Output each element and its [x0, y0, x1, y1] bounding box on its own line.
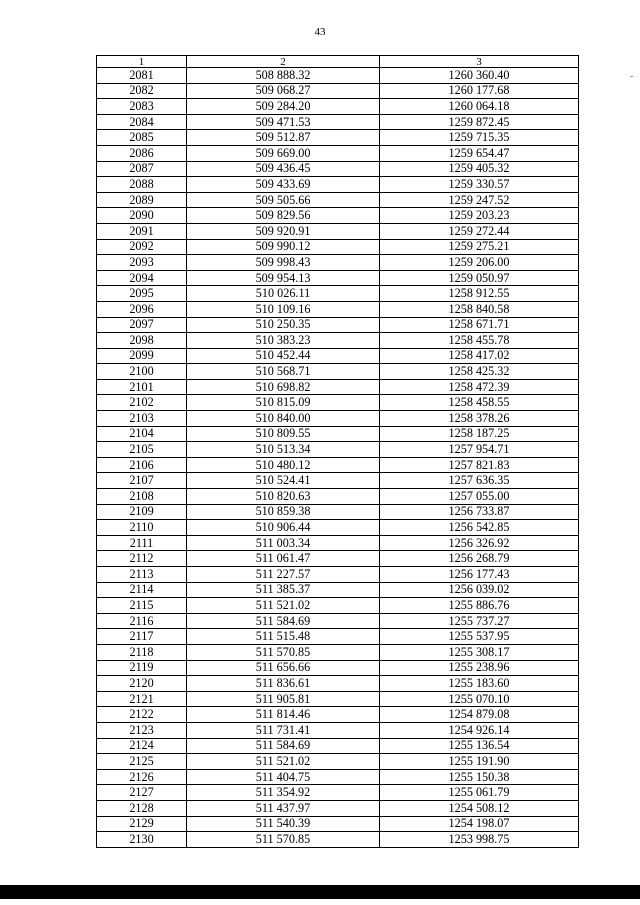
x-coordinate-cell: 509 669.00: [187, 145, 380, 161]
point-number-cell: 2118: [97, 644, 187, 660]
point-number-cell: 2127: [97, 785, 187, 801]
table-row: [97, 504, 579, 520]
y-coordinate-cell: 1254 508.12: [380, 800, 579, 816]
x-coordinate-cell: 511 521.02: [187, 598, 380, 614]
y-coordinate-cell: 1258 912.55: [380, 286, 579, 302]
table-row: [97, 301, 579, 317]
table-row: [97, 83, 579, 99]
point-number-cell: 2130: [97, 832, 187, 848]
y-coordinate-cell: 1257 636.35: [380, 473, 579, 489]
x-coordinate-cell: 511 836.61: [187, 676, 380, 692]
y-coordinate-cell: 1257 821.83: [380, 457, 579, 473]
x-coordinate-cell: 510 026.11: [187, 286, 380, 302]
x-coordinate-cell: 510 524.41: [187, 473, 380, 489]
table-row: [97, 722, 579, 738]
table-header: [97, 56, 579, 68]
x-coordinate-cell: 509 512.87: [187, 130, 380, 146]
y-coordinate-cell: 1258 455.78: [380, 333, 579, 349]
y-coordinate-cell: 1258 425.32: [380, 364, 579, 380]
y-coordinate-cell: 1258 671.71: [380, 317, 579, 333]
y-coordinate-cell: 1258 472.39: [380, 379, 579, 395]
y-coordinate-cell: 1258 840.58: [380, 301, 579, 317]
table-row: [97, 598, 579, 614]
point-number-cell: 2110: [97, 520, 187, 536]
x-coordinate-cell: 511 584.69: [187, 613, 380, 629]
x-coordinate-cell: 511 404.75: [187, 769, 380, 785]
table-row: [97, 754, 579, 770]
table-row: [97, 364, 579, 380]
x-coordinate-cell: 511 515.48: [187, 629, 380, 645]
column-header-3: 3: [380, 56, 579, 68]
point-number-cell: 2085: [97, 130, 187, 146]
point-number-cell: 2088: [97, 177, 187, 193]
point-number-cell: 2094: [97, 270, 187, 286]
point-number-cell: 2109: [97, 504, 187, 520]
x-coordinate-cell: 511 437.97: [187, 800, 380, 816]
point-number-cell: 2106: [97, 457, 187, 473]
x-coordinate-cell: 510 859.38: [187, 504, 380, 520]
table-row: [97, 489, 579, 505]
point-number-cell: 2100: [97, 364, 187, 380]
table-row: [97, 177, 579, 193]
x-coordinate-cell: 509 068.27: [187, 83, 380, 99]
y-coordinate-cell: 1255 183.60: [380, 676, 579, 692]
x-coordinate-cell: 511 814.46: [187, 707, 380, 723]
y-coordinate-cell: 1256 326.92: [380, 535, 579, 551]
table-row: [97, 613, 579, 629]
table-row: [97, 785, 579, 801]
y-coordinate-cell: 1259 050.97: [380, 270, 579, 286]
x-coordinate-cell: 511 385.37: [187, 582, 380, 598]
y-coordinate-cell: 1255 238.96: [380, 660, 579, 676]
column-header-1: 1: [97, 56, 187, 68]
table-row: [97, 426, 579, 442]
table-row: [97, 551, 579, 567]
table-row: [97, 68, 579, 84]
x-coordinate-cell: 510 513.34: [187, 442, 380, 458]
table-row: [97, 379, 579, 395]
y-coordinate-cell: 1257 055.00: [380, 489, 579, 505]
y-coordinate-cell: 1259 330.57: [380, 177, 579, 193]
y-coordinate-cell: 1256 039.02: [380, 582, 579, 598]
point-number-cell: 2097: [97, 317, 187, 333]
x-coordinate-cell: 510 906.44: [187, 520, 380, 536]
point-number-cell: 2087: [97, 161, 187, 177]
table-row: [97, 161, 579, 177]
x-coordinate-cell: 509 471.53: [187, 114, 380, 130]
table-row: [97, 411, 579, 427]
y-coordinate-cell: 1256 542.85: [380, 520, 579, 536]
table-row: [97, 395, 579, 411]
y-coordinate-cell: 1254 926.14: [380, 722, 579, 738]
point-number-cell: 2112: [97, 551, 187, 567]
table-row: [97, 535, 579, 551]
y-coordinate-cell: 1255 150.38: [380, 769, 579, 785]
x-coordinate-cell: 511 540.39: [187, 816, 380, 832]
point-number-cell: 2083: [97, 99, 187, 115]
point-number-cell: 2096: [97, 301, 187, 317]
x-coordinate-cell: 510 568.71: [187, 364, 380, 380]
x-coordinate-cell: 511 061.47: [187, 551, 380, 567]
point-number-cell: 2123: [97, 722, 187, 738]
y-coordinate-cell: 1254 879.08: [380, 707, 579, 723]
point-number-cell: 2091: [97, 223, 187, 239]
y-coordinate-cell: 1258 417.02: [380, 348, 579, 364]
y-coordinate-cell: 1255 061.79: [380, 785, 579, 801]
x-coordinate-cell: 510 383.23: [187, 333, 380, 349]
point-number-cell: 2084: [97, 114, 187, 130]
x-coordinate-cell: 510 820.63: [187, 489, 380, 505]
table-row: [97, 208, 579, 224]
y-coordinate-cell: 1258 458.55: [380, 395, 579, 411]
table-row: [97, 270, 579, 286]
x-coordinate-cell: 511 227.57: [187, 567, 380, 583]
x-coordinate-cell: 511 354.92: [187, 785, 380, 801]
point-number-cell: 2117: [97, 629, 187, 645]
y-coordinate-cell: 1259 272.44: [380, 223, 579, 239]
y-coordinate-cell: 1258 378.26: [380, 411, 579, 427]
x-coordinate-cell: 508 888.32: [187, 68, 380, 84]
y-coordinate-cell: 1260 177.68: [380, 83, 579, 99]
point-number-cell: 2120: [97, 676, 187, 692]
point-number-cell: 2104: [97, 426, 187, 442]
point-number-cell: 2090: [97, 208, 187, 224]
x-coordinate-cell: 509 284.20: [187, 99, 380, 115]
point-number-cell: 2089: [97, 192, 187, 208]
y-coordinate-cell: 1259 872.45: [380, 114, 579, 130]
point-number-cell: 2115: [97, 598, 187, 614]
x-coordinate-cell: 510 480.12: [187, 457, 380, 473]
point-number-cell: 2116: [97, 613, 187, 629]
x-coordinate-cell: 509 990.12: [187, 239, 380, 255]
table-row: [97, 629, 579, 645]
point-number-cell: 2113: [97, 567, 187, 583]
table-row: [97, 114, 579, 130]
x-coordinate-cell: 510 109.16: [187, 301, 380, 317]
scan-mark: [630, 76, 633, 77]
x-coordinate-cell: 511 905.81: [187, 691, 380, 707]
point-number-cell: 2111: [97, 535, 187, 551]
y-coordinate-cell: 1255 308.17: [380, 644, 579, 660]
x-coordinate-cell: 511 521.02: [187, 754, 380, 770]
y-coordinate-cell: 1255 191.90: [380, 754, 579, 770]
column-header-2: 2: [187, 56, 380, 68]
table-row: [97, 145, 579, 161]
table-row: [97, 644, 579, 660]
point-number-cell: 2095: [97, 286, 187, 302]
table-row: [97, 800, 579, 816]
x-coordinate-cell: 511 656.66: [187, 660, 380, 676]
table-row: [97, 816, 579, 832]
y-coordinate-cell: 1259 247.52: [380, 192, 579, 208]
point-number-cell: 2125: [97, 754, 187, 770]
y-coordinate-cell: 1256 733.87: [380, 504, 579, 520]
x-coordinate-cell: 511 003.34: [187, 535, 380, 551]
point-number-cell: 2103: [97, 411, 187, 427]
point-number-cell: 2101: [97, 379, 187, 395]
table-row: [97, 348, 579, 364]
y-coordinate-cell: 1259 203.23: [380, 208, 579, 224]
x-coordinate-cell: 509 954.13: [187, 270, 380, 286]
y-coordinate-cell: 1255 070.10: [380, 691, 579, 707]
table-row: [97, 691, 579, 707]
table-row: [97, 457, 579, 473]
table-row: [97, 769, 579, 785]
y-coordinate-cell: 1258 187.25: [380, 426, 579, 442]
table-row: [97, 317, 579, 333]
table-row: [97, 255, 579, 271]
y-coordinate-cell: 1257 954.71: [380, 442, 579, 458]
table-row: [97, 832, 579, 848]
point-number-cell: 2107: [97, 473, 187, 489]
table-row: [97, 192, 579, 208]
point-number-cell: 2122: [97, 707, 187, 723]
y-coordinate-cell: 1259 715.35: [380, 130, 579, 146]
point-number-cell: 2124: [97, 738, 187, 754]
scan-bottom-bar: [0, 885, 640, 899]
y-coordinate-cell: 1255 886.76: [380, 598, 579, 614]
table-row: [97, 520, 579, 536]
point-number-cell: 2105: [97, 442, 187, 458]
table-body: [97, 68, 579, 848]
y-coordinate-cell: 1254 198.07: [380, 816, 579, 832]
y-coordinate-cell: 1259 654.47: [380, 145, 579, 161]
point-number-cell: 2121: [97, 691, 187, 707]
table-row: [97, 99, 579, 115]
point-number-cell: 2081: [97, 68, 187, 84]
table-row: [97, 473, 579, 489]
x-coordinate-cell: 509 998.43: [187, 255, 380, 271]
table-row: [97, 582, 579, 598]
x-coordinate-cell: 509 433.69: [187, 177, 380, 193]
coordinates-table: [96, 55, 579, 848]
point-number-cell: 2114: [97, 582, 187, 598]
table-row: [97, 676, 579, 692]
point-number-cell: 2129: [97, 816, 187, 832]
table-row: [97, 660, 579, 676]
y-coordinate-cell: 1255 136.54: [380, 738, 579, 754]
table-row: [97, 442, 579, 458]
point-number-cell: 2082: [97, 83, 187, 99]
x-coordinate-cell: 511 731.41: [187, 722, 380, 738]
table-row: [97, 286, 579, 302]
page-number: 43: [314, 26, 326, 38]
point-number-cell: 2108: [97, 489, 187, 505]
y-coordinate-cell: 1260 064.18: [380, 99, 579, 115]
x-coordinate-cell: 511 584.69: [187, 738, 380, 754]
y-coordinate-cell: 1259 275.21: [380, 239, 579, 255]
point-number-cell: 2086: [97, 145, 187, 161]
point-number-cell: 2099: [97, 348, 187, 364]
point-number-cell: 2093: [97, 255, 187, 271]
coordinates-table-container: [96, 55, 578, 848]
table-row: [97, 130, 579, 146]
header-row: [97, 56, 579, 68]
x-coordinate-cell: 510 250.35: [187, 317, 380, 333]
x-coordinate-cell: 509 920.91: [187, 223, 380, 239]
x-coordinate-cell: 510 698.82: [187, 379, 380, 395]
x-coordinate-cell: 510 452.44: [187, 348, 380, 364]
y-coordinate-cell: 1256 177.43: [380, 567, 579, 583]
y-coordinate-cell: 1259 405.32: [380, 161, 579, 177]
x-coordinate-cell: 510 809.55: [187, 426, 380, 442]
y-coordinate-cell: 1256 268.79: [380, 551, 579, 567]
table-row: [97, 333, 579, 349]
x-coordinate-cell: 509 436.45: [187, 161, 380, 177]
point-number-cell: 2098: [97, 333, 187, 349]
table-row: [97, 223, 579, 239]
point-number-cell: 2119: [97, 660, 187, 676]
y-coordinate-cell: 1255 737.27: [380, 613, 579, 629]
table-row: [97, 567, 579, 583]
table-row: [97, 239, 579, 255]
y-coordinate-cell: 1259 206.00: [380, 255, 579, 271]
x-coordinate-cell: 511 570.85: [187, 832, 380, 848]
point-number-cell: 2102: [97, 395, 187, 411]
point-number-cell: 2092: [97, 239, 187, 255]
x-coordinate-cell: 509 829.56: [187, 208, 380, 224]
y-coordinate-cell: 1253 998.75: [380, 832, 579, 848]
point-number-cell: 2126: [97, 769, 187, 785]
x-coordinate-cell: 509 505.66: [187, 192, 380, 208]
y-coordinate-cell: 1260 360.40: [380, 68, 579, 84]
x-coordinate-cell: 510 815.09: [187, 395, 380, 411]
table-row: [97, 738, 579, 754]
point-number-cell: 2128: [97, 800, 187, 816]
x-coordinate-cell: 510 840.00: [187, 411, 380, 427]
y-coordinate-cell: 1255 537.95: [380, 629, 579, 645]
x-coordinate-cell: 511 570.85: [187, 644, 380, 660]
table-row: [97, 707, 579, 723]
